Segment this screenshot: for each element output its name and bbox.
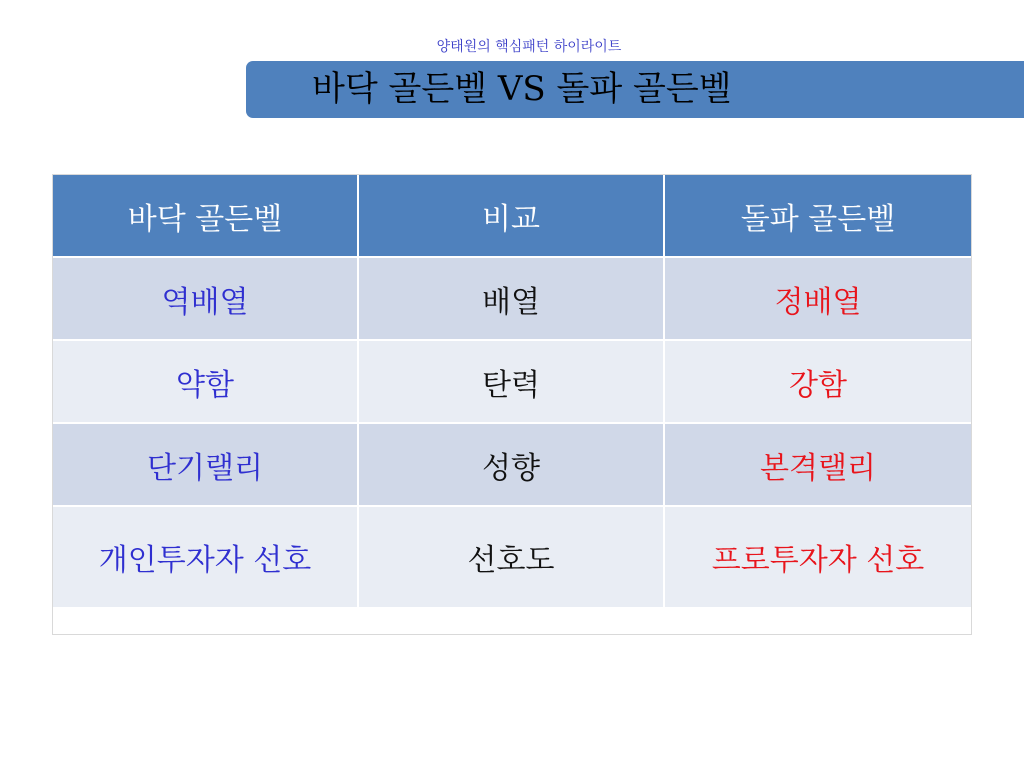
cell-breakout: 정배열 [774, 284, 862, 320]
slide-subtitle: 양태원의 핵심패턴 하이라이트 [436, 39, 622, 55]
cell-criterion: 배열 [359, 258, 665, 339]
comparison-table [52, 174, 972, 635]
cell-criterion: 탄력 [359, 341, 665, 422]
header-breakout-goldenbell: 돌파 골든벨 [665, 175, 971, 256]
cell-breakout: 강함 [789, 367, 847, 403]
cell-bottom: 단기랠리 [53, 424, 359, 505]
table-row [53, 507, 971, 607]
cell-breakout: 프로투자자 선호 [711, 543, 925, 578]
title-banner [246, 61, 1024, 118]
table-row [53, 258, 971, 339]
table-row [53, 341, 971, 422]
table-header-row [53, 175, 971, 256]
cell-bottom: 개인투자자 선호 [53, 507, 359, 607]
cell-bottom: 약함 [53, 341, 359, 422]
cell-criterion: 선호도 [359, 507, 665, 607]
cell-breakout: 본격랠리 [760, 450, 876, 486]
cell-criterion: 성향 [359, 424, 665, 505]
header-comparison: 비교 [359, 175, 665, 256]
header-bottom-goldenbell: 바닥 골든벨 [53, 175, 359, 256]
cell-bottom: 역배열 [53, 258, 359, 339]
slide-title: 바닥 골든벨 VS 돌파 골든벨 [312, 69, 732, 109]
table-row [53, 424, 971, 505]
